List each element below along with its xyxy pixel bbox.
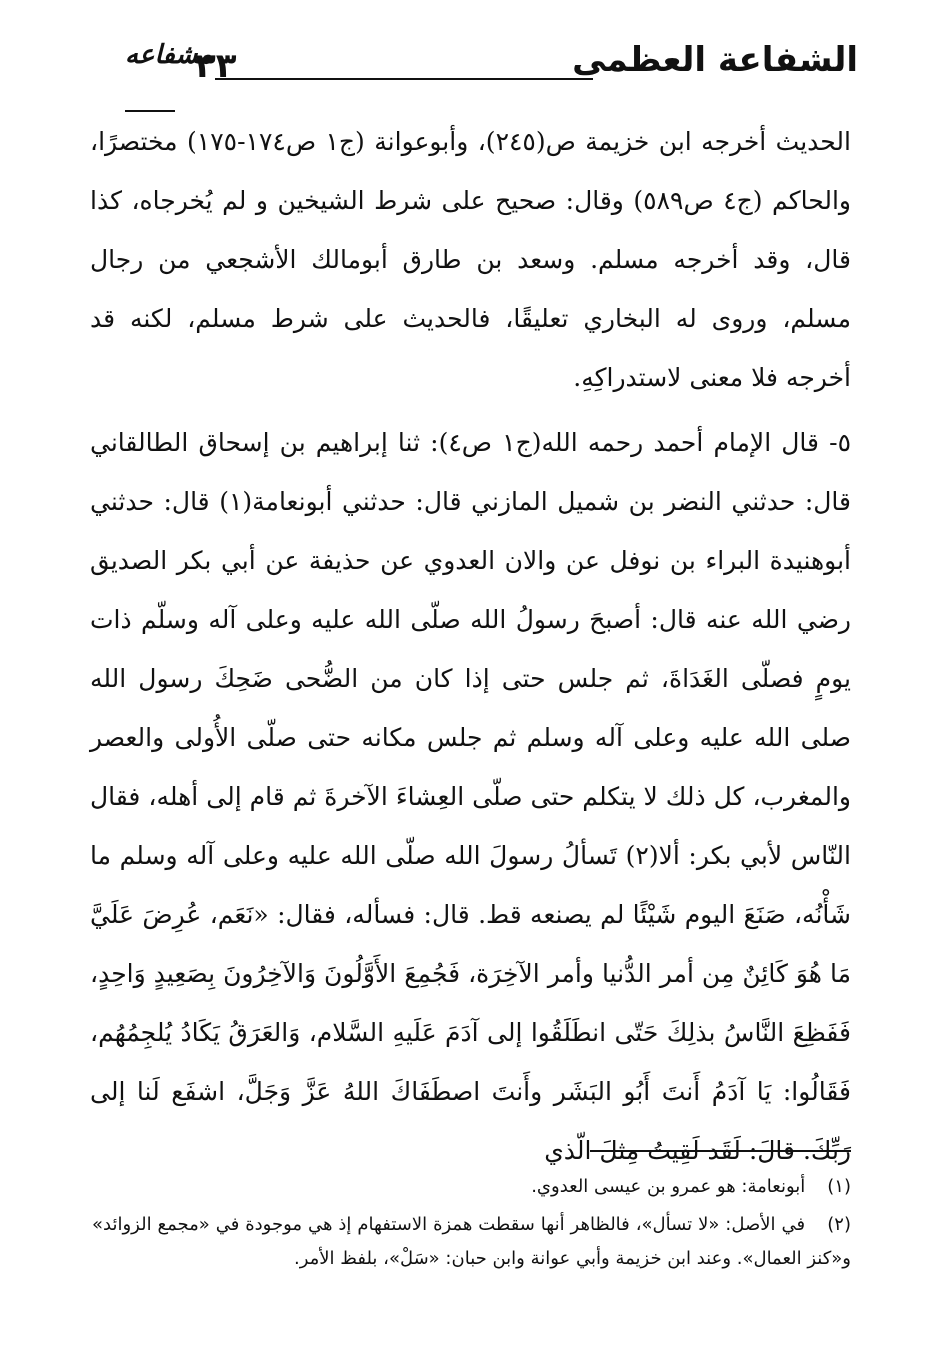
body-text [90,112,851,1180]
footnote-number: (٢) [827,1214,851,1235]
page-header [125,38,858,100]
footnote-1 [92,1170,851,1204]
running-mark: مشفاعه [125,40,213,70]
header-rule [215,78,593,80]
footnote-text: في الأصل: «لا تسأل»، فالظاهر أنها سقطت همزة الاستفهام إذ هي موجودة في «مجمع الزوائد» و«كنز العمال». وعند ابن خزيمة وأبي عوانة وابن حبان: «سَلْ»، بلفظ الأمر. [92,1214,851,1269]
page-number: ٣٣ [195,46,237,86]
footnote-text: أبونعامة: هو عمرو بن عيسى العدوي. [531,1176,806,1197]
running-title: الشفاعة العظمى [572,40,858,80]
footnote-number: (١) [827,1176,851,1197]
paragraph-hadith-5: ٥- قال الإمام أحمد رحمه الله(ج١ ص٤): ثنا إبراهيم بن إسحاق الطالقاني قال: حدثني النضر بن شميل المازني قال: حدثني أبونعامة(١) قال: حدثني أبوهنيدة البراء بن نوفل عن والان العدوي عن حذيفة عن أبي بكر الصديق رضي الله عنه قال: أصبحَ رسولُ الله صلّى الله عليه وعلى آله وسلّم ذات يومٍ فصلّى الغَدَاةَ، ثم جلس حتى إذا كان من الضُّحى ضَحِكَ رسول الله صلى الله عليه وعلى آله وسلم ثم جلس مكانه حتى صلّى الأُولى والعصر والمغرب، كل ذلك لا يتكلم حتى صلّى العِشاءَ الآخرةَ ثم قام إلى أهله، فقال النّاس لأبي بكر: ألا(٢) تَسألُ رسولَ الله صلّى الله عليه وعلى آله وسلم ما شَأْنُه، صَنَعَ اليوم شَيْئًا لم يصنعه قط. قال: فسأله، فقال: «نَعَم، عُرِضَ عَلَيَّ مَا هُوَ كَائِنٌ مِن أمر الدُّنيا وأمر الآخِرَة، فَجُمِعَ الأَوَّلُونَ وَالآخِرُونَ بِصَعِيدٍ وَاحِدٍ، فَفَظِعَ النَّاسُ بذلِكَ حَتّى انطَلَقُوا إلى آدَمَ عَلَيهِ السَّلام، وَالعَرَقُ يَكَادُ يُلجِمُهُم، فَقَالُوا: يَا آدَمُ أَنتَ أَبُو البَشَر وأَنتَ اصطَفَاكَ اللهُ عَزَّ وَجَلَّ، اشفَع لَنا إلى رَبِّكَ. قالَ: لَقَد لَقِيتُ مِثلَ الّذي [90,428,852,1165]
paragraph-takhrij: الحديث أخرجه ابن خزيمة ص(٢٤٥)، وأبوعوانة (ج١ ص١٧٤-١٧٥) مختصرًا، والحاكم (ج٤ ص٥٨٩) وقال: صحيح على شرط الشيخين و لم يُخرجاه، كذا قال، وقد أخرجه مسلم. وسعد بن طارق أبومالك الأشجعي من رجال مسلم، وروى له البخاري تعليقًا، فالحديث على شرط مسلم، لكنه قد أخرجه فلا معنى لاستدراكِهِ. [90,127,851,392]
footnote-separator [590,1150,851,1152]
footnotes [92,1170,851,1280]
footnote-2 [92,1208,851,1276]
